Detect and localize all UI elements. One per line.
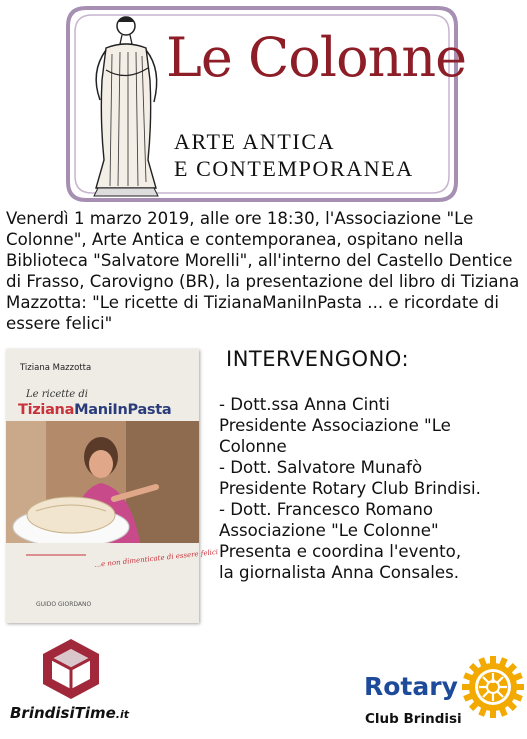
speaker-line: la giornalista Anna Consales.	[219, 563, 460, 582]
speaker-line: - Dott. Salvatore Munafò	[219, 458, 423, 477]
speaker-line: Presidente Associazione "Le Colonne	[219, 416, 451, 456]
event-announcement: Venerdì 1 marzo 2019, alle ore 18:30, l'Associazione "Le Colonne", Arte Antica e contemporanea, ospitano nella Biblioteca "Salvatore Morelli", all'interno del Castello Dentice di Frasso, Carovigno (BR), la presentazione del libro di Tiziana Mazzotta: "Le ricette di TizianaManiInPasta ... e ricordate di essere felici"	[6, 209, 520, 333]
book-title-part-2: ManiInPasta	[74, 402, 172, 418]
brindisitime-domain: .it	[115, 708, 129, 721]
speaker-line: - Dott. Francesco Romano	[219, 500, 434, 519]
book-title	[18, 402, 171, 418]
book-cover	[6, 349, 219, 623]
brindisitime-name: BrindisiTime	[10, 704, 116, 722]
logo-title: Le Colonne	[166, 26, 467, 89]
brindisitime-cube-icon	[38, 636, 104, 702]
rotary-name: Rotary	[364, 672, 458, 701]
speaker-line: Presenta e coordina l'evento,	[219, 542, 462, 561]
book-tagline: ...e non dimenticate di essere felici	[94, 548, 219, 569]
brindisitime-logo	[10, 628, 135, 728]
rotary-club-name: Club Brindisi	[365, 711, 462, 727]
speakers-list	[219, 394, 519, 583]
speaker-line: Presidente Rotary Club Brindisi.	[219, 479, 481, 498]
rotary-wheel-icon	[462, 656, 524, 718]
logo-subtitle: ARTE ANTICA E CONTEMPORANEA	[174, 129, 414, 181]
speakers-heading: INTERVENGONO:	[226, 347, 410, 371]
brindisitime-wordmark	[10, 704, 129, 722]
speaker-line: - Dott.ssa Anna Cinti	[219, 395, 390, 414]
classical-figure-icon	[76, 10, 176, 198]
le-colonne-logo	[66, 6, 467, 202]
speaker-line: Associazione "Le Colonne"	[219, 521, 439, 540]
book-author: Tiziana Mazzotta	[20, 363, 92, 373]
book-publisher: GUIDO GIORDANO	[36, 601, 92, 608]
rotary-logo	[362, 656, 527, 736]
book-title-prefix: Le ricette di	[26, 389, 88, 400]
book-title-part-1: Tiziana	[18, 402, 75, 418]
